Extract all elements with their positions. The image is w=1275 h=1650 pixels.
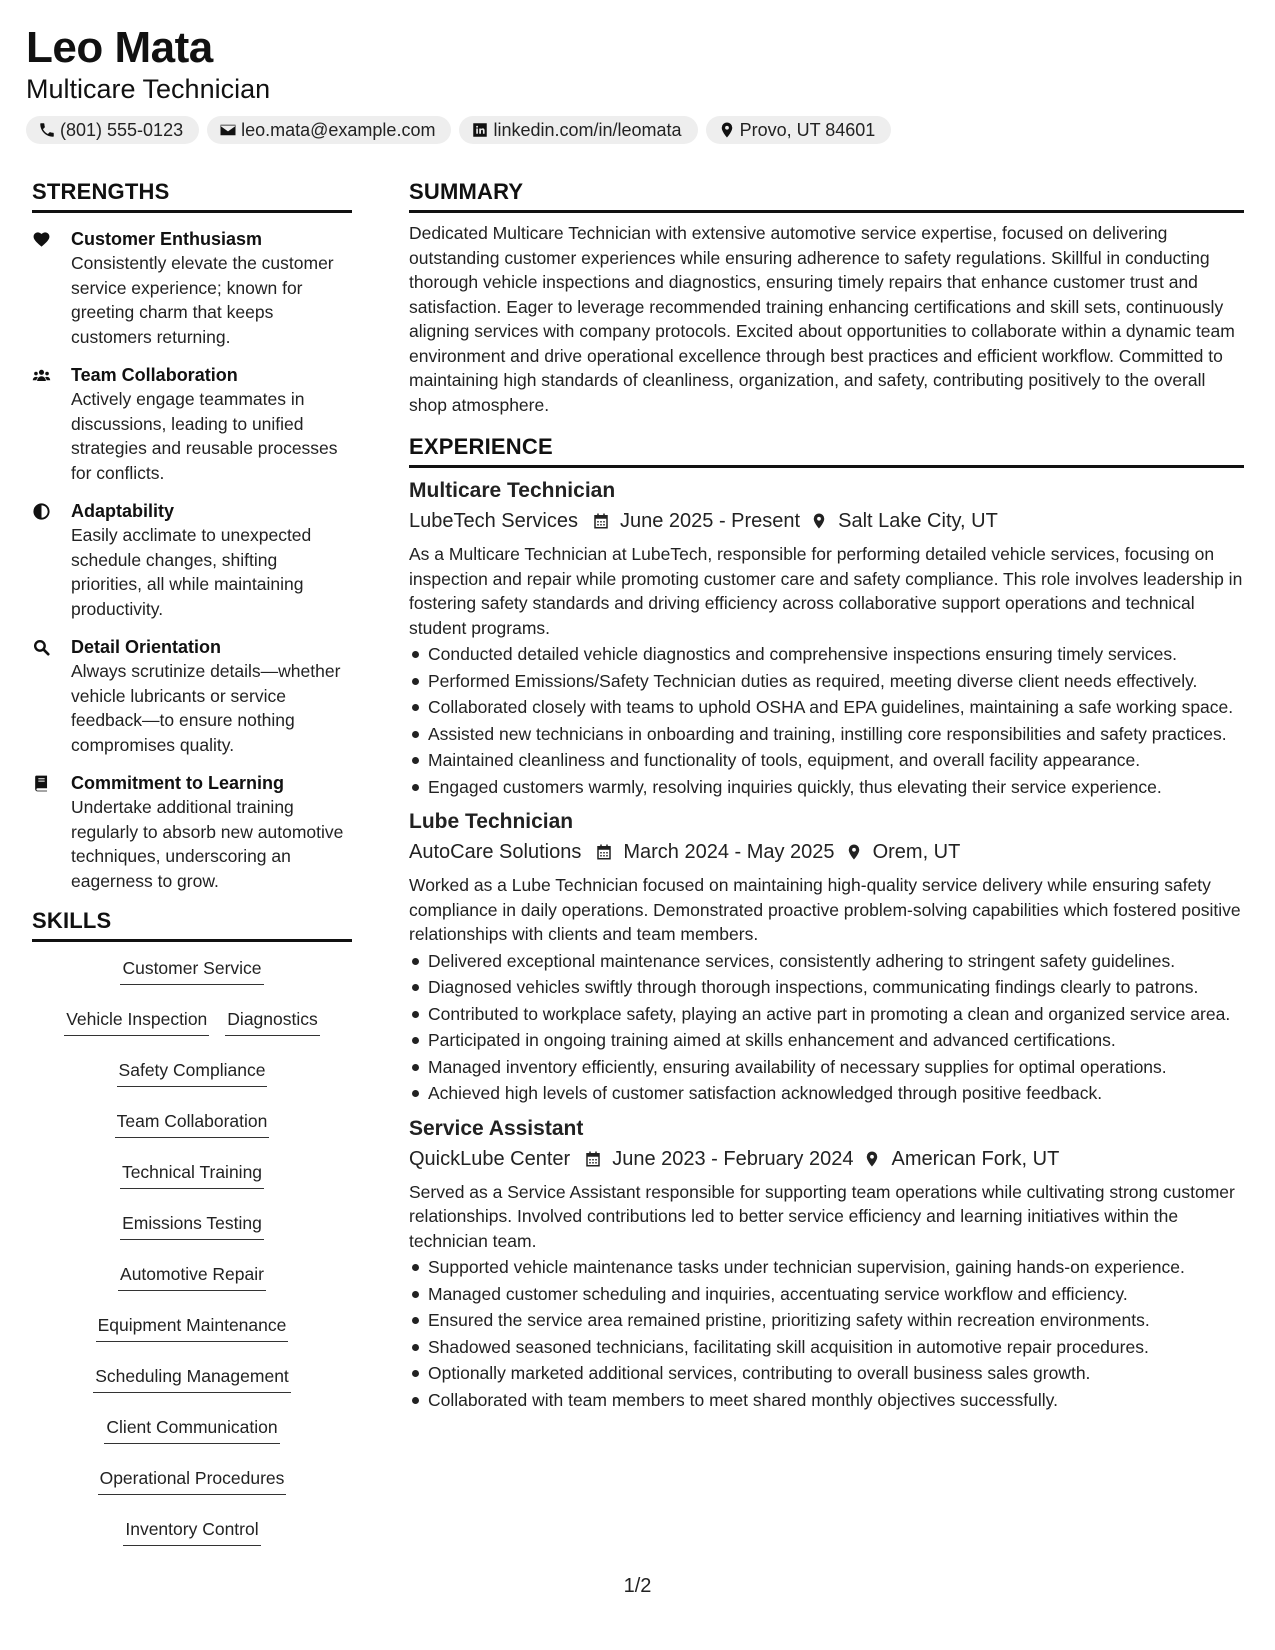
list-item: Conducted detailed vehicle diagnostics and comprehensive inspections ensuring timely services.: [409, 642, 1244, 667]
skill-tag: Operational Procedures: [98, 1466, 287, 1495]
strength-title: Adaptability: [71, 501, 175, 521]
calendar-icon: [592, 512, 610, 530]
job-bullets: [409, 642, 1244, 799]
magnifier-icon: [32, 638, 51, 657]
contact-phone-text: (801) 555-0123: [60, 119, 184, 140]
skill-tag: Equipment Maintenance: [96, 1313, 289, 1342]
job-meta: [409, 837, 1244, 867]
contact-linkedin-text: linkedin.com/in/leomata: [493, 119, 682, 140]
contact-location: [706, 116, 892, 144]
heart-icon: [32, 230, 51, 249]
skills-heading: SKILLS: [32, 907, 352, 942]
contact-email-text: leo.mata@example.com: [241, 119, 436, 140]
job-location: Orem, UT: [872, 841, 961, 863]
list-item: Participated in ongoing training aimed at skills enhancement and advanced certifications.: [409, 1028, 1244, 1053]
job-location: Salt Lake City, UT: [838, 510, 998, 532]
strength-desc: Consistently elevate the customer service experience; known for greeting charm that keeps customers returning.: [71, 253, 334, 347]
skill-tag: Technical Training: [120, 1160, 264, 1189]
candidate-role: Multicare Technician: [26, 74, 271, 104]
job-entry: [409, 807, 1244, 1106]
contact-location-text: Provo, UT 84601: [739, 119, 876, 140]
strengths-list: [32, 227, 352, 893]
skill-tag: Scheduling Management: [93, 1364, 291, 1393]
map-pin-icon: [718, 121, 736, 139]
job-bullets: [409, 1255, 1244, 1412]
book-icon: [32, 774, 51, 793]
skill-tag: Client Communication: [104, 1415, 279, 1444]
list-item: Assisted new technicians in onboarding and training, instilling core responsibilities and safety practices.: [409, 722, 1244, 747]
page-number: 1/2: [623, 1575, 652, 1597]
job-title: Service Assistant: [409, 1116, 584, 1140]
job-entry: [409, 476, 1244, 799]
left-column: [32, 178, 352, 1546]
skill-tag: Automotive Repair: [118, 1262, 266, 1291]
strength-title: Commitment to Learning: [71, 773, 285, 793]
contact-email[interactable]: [207, 116, 451, 144]
job-entry: [409, 1114, 1244, 1413]
list-item: Managed inventory efficiently, ensuring availability of necessary supplies for optimal operations.: [409, 1055, 1244, 1080]
summary-heading: SUMMARY: [409, 178, 1244, 213]
list-item: Shadowed seasoned technicians, facilitating skill acquisition in automotive repair procedures.: [409, 1335, 1244, 1360]
list-item: Achieved high levels of customer satisfaction acknowledged through positive feedback.: [409, 1081, 1244, 1106]
strength-title: Team Collaboration: [71, 365, 238, 385]
job-company: LubeTech Services: [409, 510, 578, 532]
job-title: Multicare Technician: [409, 479, 616, 502]
skill-tag: Inventory Control: [123, 1517, 260, 1546]
skill-tag: Team Collaboration: [115, 1109, 270, 1138]
job-description: Served as a Service Assistant responsible for supporting team operations while cultivating strong customer relationships. Involved contributions led to better service efficiency and learning initiatives within the technician team.: [409, 1181, 1235, 1251]
strength-desc: Actively engage teammates in discussions, leading to unified strategies and reusable processes for conflicts.: [71, 389, 338, 483]
phone-icon: [38, 121, 56, 139]
strength-desc: Always scrutinize details—whether vehicle lubricants or service feedback—to ensure nothing compromises quality.: [71, 661, 341, 755]
list-item: Collaborated with team members to meet shared monthly objectives successfully.: [409, 1388, 1244, 1413]
calendar-icon: [595, 843, 613, 861]
candidate-name: Leo Mata: [26, 23, 213, 72]
strengths-heading: STRENGTHS: [32, 178, 352, 213]
list-item: Performed Emissions/Safety Technician duties as required, meeting diverse client needs effectively.: [409, 669, 1244, 694]
half-circle-icon: [32, 502, 51, 521]
job-title: Lube Technician: [409, 810, 574, 833]
users-icon: [32, 366, 51, 385]
summary-text: Dedicated Multicare Technician with extensive automotive service expertise, focused on delivering outstanding customer experiences while ensuring adherence to safety regulations. Skillful in conducting thorough vehicle inspections and diagnostics, ensuring timely repairs that enhance customer trust and satisfaction. Eager to leverage recommended training enhancing certifications and skill sets, continuously aligning services with company protocols. Excited about opportunities to collaborate within a dynamic team environment and drive operational excellence through best practices and efficient workflow. Committed to maintaining high standards of cleanliness, organization, and safety, contributing positively to the overall shop atmosphere.: [409, 223, 1235, 415]
job-company: QuickLube Center: [409, 1147, 571, 1170]
envelope-icon: [219, 121, 237, 139]
strength-item: [32, 499, 352, 621]
list-item: Diagnosed vehicles swiftly through thorough inspections, communicating findings clearly to patrons.: [409, 975, 1244, 1000]
contact-linkedin[interactable]: [459, 116, 697, 144]
list-item: Ensured the service area remained pristine, prioritizing safety within recreation environments.: [409, 1308, 1244, 1333]
skills-list: [32, 956, 352, 1546]
map-pin-icon: [863, 1150, 881, 1168]
map-pin-icon: [810, 512, 828, 530]
resume-header: [26, 22, 1246, 144]
job-location: American Fork, UT: [891, 1147, 1060, 1170]
contact-bar: [26, 116, 1246, 144]
job-dates: June 2025 - Present: [619, 510, 801, 532]
map-pin-icon: [845, 843, 863, 861]
job-bullets: [409, 949, 1244, 1106]
strength-item: [32, 363, 352, 485]
job-description: As a Multicare Technician at LubeTech, responsible for performing detailed vehicle services, focusing on inspection and repair while promoting customer care and safety compliance. This role involves leadership in fostering safety standards and driving efficiency across collaborative support operations and technical student programs.: [409, 544, 1243, 638]
skill-tag: Safety Compliance: [117, 1058, 268, 1087]
job-meta: [409, 506, 1244, 536]
job-dates: March 2024 - May 2025: [623, 841, 835, 863]
strength-item: [32, 227, 352, 349]
strength-item: [32, 635, 352, 757]
job-meta: [409, 1144, 1244, 1174]
strength-desc: Easily acclimate to unexpected schedule changes, shifting priorities, all while maintaining productivity.: [71, 525, 312, 619]
list-item: Contributed to workplace safety, playing an active part in promoting a clean and organized service area.: [409, 1002, 1244, 1027]
linkedin-icon: [471, 121, 489, 139]
strength-item: [32, 771, 352, 893]
experience-heading: EXPERIENCE: [409, 433, 1244, 468]
list-item: Managed customer scheduling and inquiries, accentuating service workflow and efficiency.: [409, 1282, 1244, 1307]
list-item: Engaged customers warmly, resolving inquiries quickly, thus elevating their service experience.: [409, 775, 1244, 800]
strength-title: Detail Orientation: [71, 637, 222, 657]
strength-desc: Undertake additional training regularly to absorb new automotive techniques, underscoring an eagerness to grow.: [71, 797, 344, 891]
skill-tag: Vehicle Inspection: [64, 1007, 209, 1036]
right-column: [409, 178, 1244, 1414]
skill-tag: Emissions Testing: [120, 1211, 264, 1240]
list-item: Optionally marketed additional services, contributing to overall business sales growth.: [409, 1361, 1244, 1386]
skill-tag: Diagnostics: [225, 1007, 319, 1036]
job-company: AutoCare Solutions: [409, 841, 582, 863]
calendar-icon: [584, 1150, 602, 1168]
list-item: Maintained cleanliness and functionality of tools, equipment, and overall facility appearance.: [409, 748, 1244, 773]
job-dates: June 2023 - February 2024: [612, 1147, 854, 1170]
strength-title: Customer Enthusiasm: [71, 229, 263, 249]
list-item: Delivered exceptional maintenance services, consistently adhering to stringent safety guidelines.: [409, 949, 1244, 974]
list-item: Supported vehicle maintenance tasks under technician supervision, gaining hands-on experience.: [409, 1255, 1244, 1280]
skill-tag: Customer Service: [120, 956, 263, 985]
contact-phone[interactable]: [26, 116, 199, 144]
list-item: Collaborated closely with teams to uphold OSHA and EPA guidelines, maintaining a safe working space.: [409, 695, 1244, 720]
job-description: Worked as a Lube Technician focused on maintaining high-quality service delivery while ensuring safety compliance in daily operations. Demonstrated proactive problem-solving capabilities which fostered positive relationships with clients and team members.: [409, 875, 1241, 944]
